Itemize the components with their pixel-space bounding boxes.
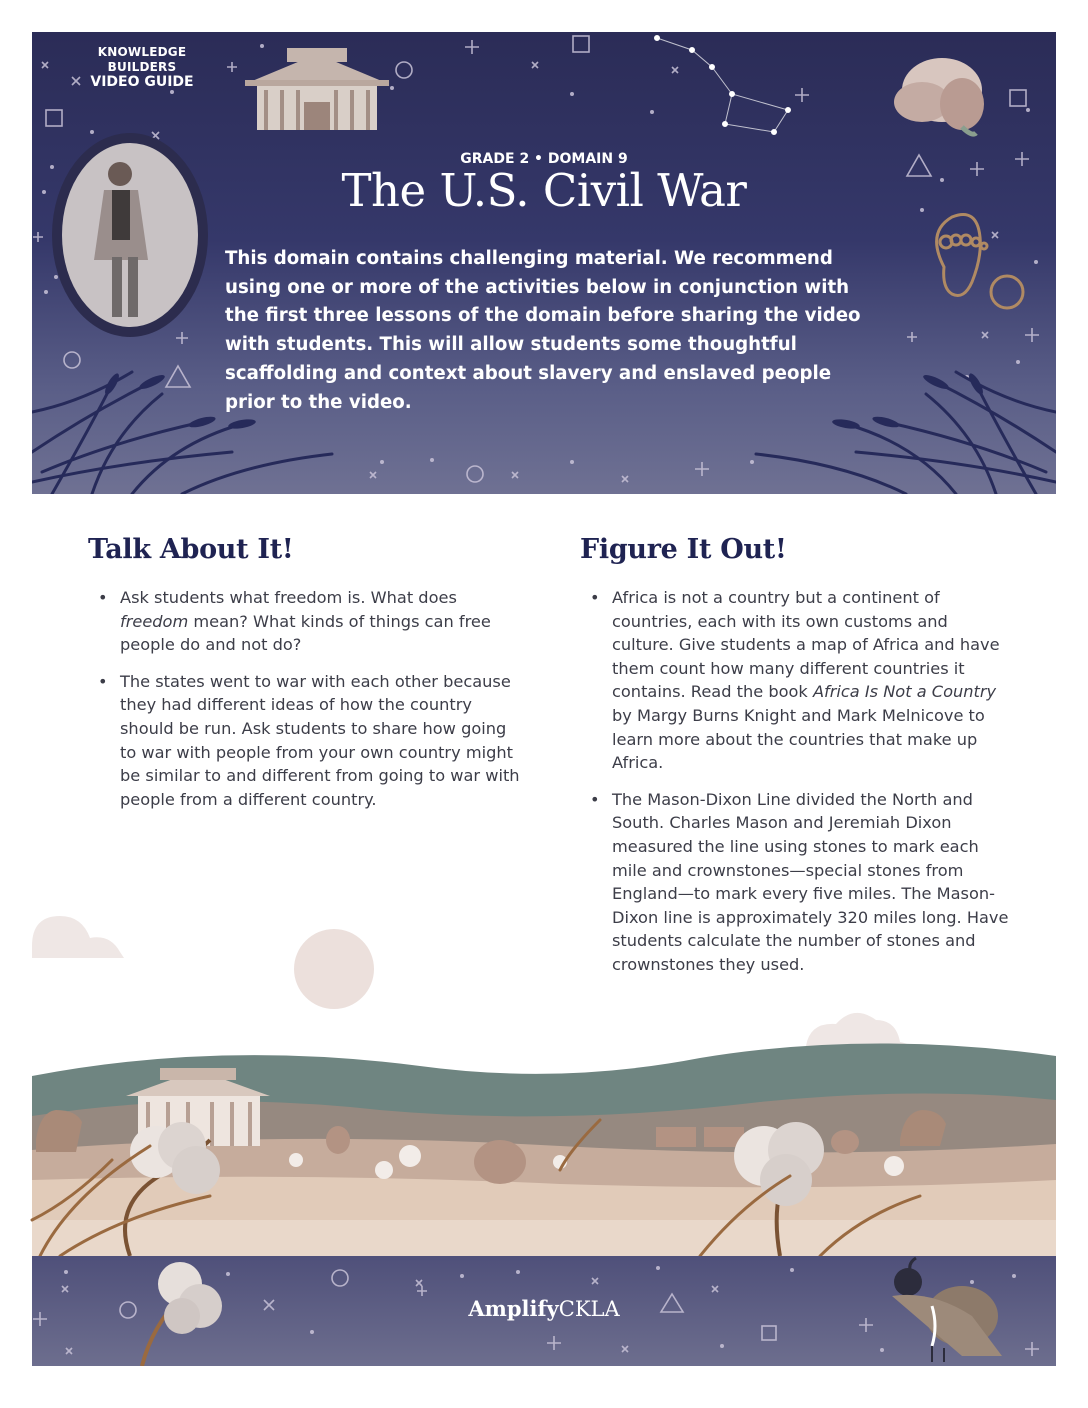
label-line1: KNOWLEDGE BUILDERS bbox=[97, 45, 187, 74]
footer-banner bbox=[32, 1256, 1056, 1366]
label-line2: VIDEO GUIDE bbox=[90, 74, 194, 90]
landscape-illustration bbox=[0, 880, 1088, 1256]
figure-item: • The Mason-Dixon Line divided the North and South. Charles Mason and Jeremiah Dixon measured the line using stones to mark each mile and crownstones—special stones from England—to mark every five miles. The Mason-Dixon line is approximately 320 miles long. Have students calculate the number of stones and crownstones they used. bbox=[612, 788, 1012, 977]
cloud-icon bbox=[32, 916, 912, 1048]
grade-domain: GRADE 2 • DOMAIN 9 bbox=[460, 151, 628, 167]
header-banner bbox=[32, 32, 1056, 494]
talk-item: • Ask students what freedom is. What does freedom mean? What kinds of things can free people do and not do? bbox=[120, 586, 520, 657]
amplify-ckla-logo bbox=[32, 1296, 1056, 1321]
talk-list bbox=[120, 586, 520, 824]
footprint-icon bbox=[937, 215, 1023, 309]
sun-icon bbox=[294, 929, 374, 1009]
figure-item: • Africa is not a country but a continent of countries, each with its own customs and culture. Give students a map of Africa and have them count how many different countries it contains. Read the book Africa Is Not a Country by Margy Burns Knight and Mark Melnicove to learn more about the countries that make up Africa. bbox=[612, 586, 1012, 775]
video-guide-label bbox=[62, 45, 222, 90]
talk-item: • The states went to war with each other because they had different ideas of how the country should be run. Ask students to share how going to war with people from your own country might be similar to and different from going to war with people from a different country. bbox=[120, 670, 520, 812]
intro-paragraph: This domain contains challenging material. We recommend using one or more of the activities below in conjunction with the first three lessons of the domain before sharing the video with students. This will allow students some thoughtful scaffolding and context about slavery and enslaved people prior to the video. bbox=[225, 248, 861, 413]
magnolia-flower-icon bbox=[894, 58, 984, 134]
figure-heading: Figure It Out! bbox=[580, 534, 787, 565]
plantation-house-icon bbox=[245, 48, 389, 130]
logo-amplify: Amplify bbox=[468, 1296, 559, 1321]
logo-ckla: CKLA bbox=[558, 1297, 620, 1321]
page-title: The U.S. Civil War bbox=[341, 164, 747, 217]
talk-heading: Talk About It! bbox=[88, 534, 294, 565]
